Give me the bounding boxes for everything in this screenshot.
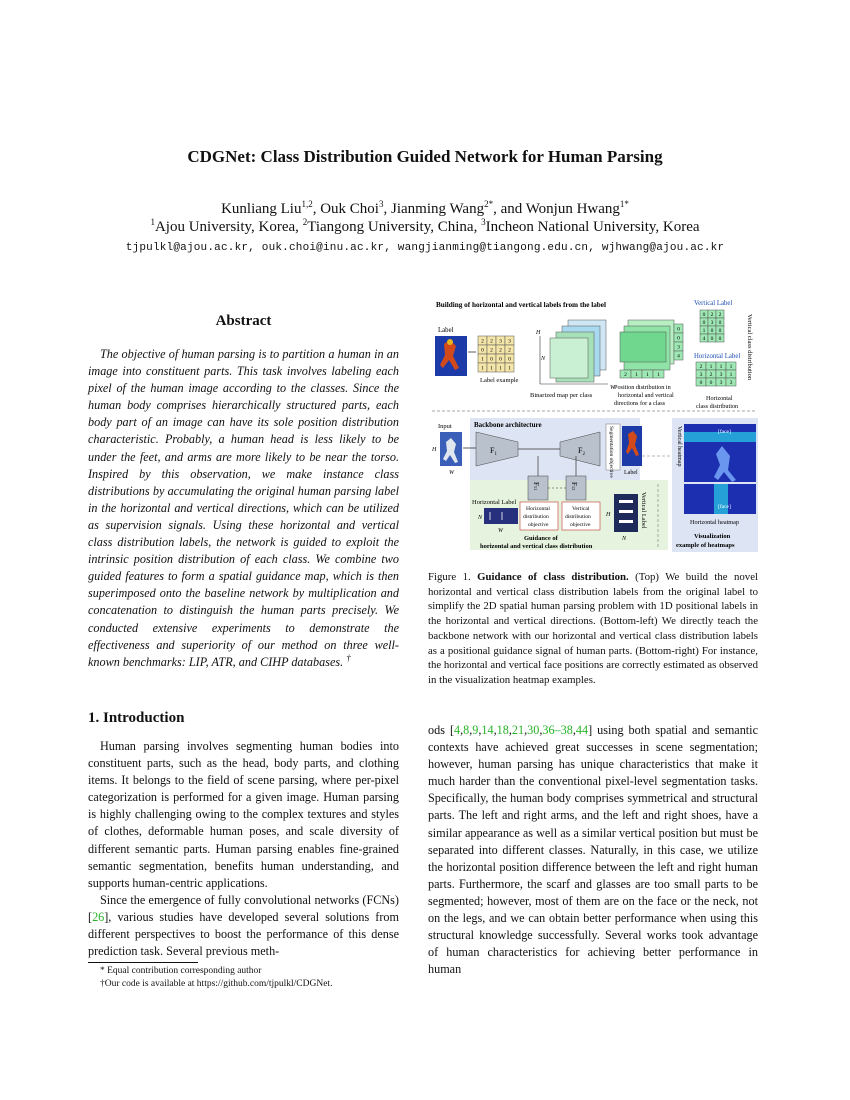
figure-caption <box>428 570 758 688</box>
heatmap-face-1: [face] <box>718 429 731 435</box>
grid-value: 2 <box>481 338 484 345</box>
grid-value: 0 <box>710 327 714 334</box>
intro-text <box>88 738 399 960</box>
hl-w: W <box>498 528 503 534</box>
citation-link[interactable]: 21 <box>511 723 525 737</box>
h-obj-3: objective <box>528 522 549 528</box>
citation-group[interactable]: 4,8,9,14,18,21,30,36–38,44 <box>454 723 589 737</box>
vertical-label-grid <box>700 310 724 342</box>
grid-value: 0 <box>481 347 484 354</box>
fig-vertical-label: Vertical Label <box>694 300 733 307</box>
grid-value: 4 <box>677 353 680 360</box>
grid-value: 2 <box>508 347 511 354</box>
label-example-grid <box>478 336 514 372</box>
heatmap-face-2: [face] <box>718 504 731 510</box>
grid-value: 2 <box>709 371 713 378</box>
intro-p2-end: ], various studies have developed several solutions from different perspectives to boost the performance of this dense prediction task. Several previous meth- <box>88 909 399 959</box>
grid-value: 0 <box>490 356 493 363</box>
author-list: Kunliang Liu$^{1,2}$, Ouk Choi$^3$, Jianming Wang$^{2*}$, and Wonjun Hwang$^{1*}$ <box>221 199 629 217</box>
abstract-dagger: † <box>346 652 351 663</box>
vl-n: N <box>622 536 627 542</box>
grid-value: 3 <box>719 371 723 378</box>
fig-horizontal-label: Horizontal Label <box>694 353 741 360</box>
author-sup: 1,2 <box>301 199 313 209</box>
position-dist-stack <box>620 320 674 370</box>
citation-link[interactable]: 4 <box>454 723 461 737</box>
grid-value: 1 <box>657 371 660 378</box>
label-head-shape <box>447 339 453 345</box>
fig-backbone: Backbone architecture <box>474 421 542 429</box>
grid-value: 1 <box>499 365 502 372</box>
grid-value: 0 <box>499 356 502 363</box>
grid-value: 3 <box>699 371 703 378</box>
citation-link[interactable]: 9 <box>472 723 479 737</box>
citation-link[interactable]: 18 <box>496 723 509 737</box>
f1-label: $F_1$ <box>490 446 497 457</box>
affil-name: Ajou University, Korea, <box>154 219 299 235</box>
intro-heading: 1. Introduction <box>88 710 185 726</box>
paper-title: CDGNet: Class Distribution Guided Network for Human Parsing <box>187 147 663 166</box>
fig-label-text: Label <box>438 327 454 334</box>
footnote-2: †Our code is available at https://github.com/tjpulkl/CDGNet. <box>100 979 333 989</box>
grid-value: 1 <box>729 363 733 370</box>
f2-label: $F_2$ <box>578 446 585 457</box>
author-name: Wonjun Hwang <box>525 201 620 217</box>
binarized-stack <box>550 320 606 382</box>
caption-title: Guidance of class distribution. <box>477 571 629 583</box>
grid-value: 2 <box>499 347 502 354</box>
fig-seg-label: Label <box>624 470 638 476</box>
fig-vlabel-bottom: Vertical Label <box>640 492 647 529</box>
grid-value: 0 <box>718 327 722 334</box>
affiliations <box>0 219 850 236</box>
sum-col <box>674 324 683 360</box>
grid-value: 1 <box>729 371 733 378</box>
grid-value: 3 <box>710 319 714 326</box>
grid-value: 2 <box>490 347 493 354</box>
fig-visualization-1: Visualization <box>694 533 731 540</box>
horizontal-label-strip <box>484 508 518 524</box>
caption-text: (Top) We build the novel horizontal and vertical class distribution labels from the original label to simplify the 2D spatial human parsing problem with 1D positional labels in the horizontal and vertical directions. (Bottom-left) We directly teach the backbone network with our horizontal and vertical class distribution labels as a positional guidance signal of human parts. (Bottom-right) For instance, the horizontal and vertical face positions are correctly estimated as observed in the visualization heatmap examples. <box>428 571 758 686</box>
citation-link[interactable]: 8 <box>463 723 470 737</box>
intro-paragraph: Human parsing involves segmenting human bodies into constituent parts, such as the head, body parts, and clothing items. It belongs to the field of scene parsing, where per-pixel categorization is performed for a given image. Human parsing is highly challenging owing to the complex textures and styles of clothes, deformable human poses, and scale diversity of different semantic parts. Human parsing enables fine-grained semantic segmentation, benefits human understanding, and supports human-centric applications. <box>88 739 399 890</box>
footnote-rule <box>88 962 198 963</box>
f11-label: F11 <box>532 482 540 491</box>
grid-value: 1 <box>481 365 484 372</box>
fig-label-example: Label example <box>480 377 519 384</box>
caption-label: Figure 1. <box>428 571 471 583</box>
grid-value: 0 <box>709 379 713 386</box>
abstract-body: The objective of human parsing is to partition a human in an image into constituent parts. This task involves labeling each pixel of the human image according to the classes. Since the human body comprises hierarchically structured parts, each body part of an image can have its sole position distribution characteristic. Probably, a human head is less likely to be under the feet, and arms are more likely to be near the torso. Inspired by this observation, we make instance class distributions by accumulating the original human parsing label in the horizontal and vertical directions, which can be utilized as supervision signals. Using these horizontal and vertical class distribution labels, the network is guided to exploit the intrinsic position distribution of each class. We combine two guided features to form a spatial guidance map, which is then superimposed onto the baseline network by multiplication and concatenation to distinguish the human parts precisely. We conducted extensive experiments to demonstrate the effectiveness and superiority of our method on three well-known benchmarks: LIP, ATR, and CIHP databases. <box>88 347 399 669</box>
hl-n: N <box>478 515 483 521</box>
axis-w: W <box>610 385 615 391</box>
fig-visualization-2: example of heatmaps <box>676 542 735 549</box>
grid-value: 1 <box>719 363 723 370</box>
grid-value: 0 <box>508 356 511 363</box>
rc-start: ods [ <box>428 723 454 737</box>
citation-link[interactable]: 36–38 <box>542 723 573 737</box>
fig-input: Input <box>438 423 452 430</box>
footnote-1: * Equal contribution corresponding author <box>100 966 262 976</box>
abstract-text <box>88 346 399 671</box>
fig-binarized: Binarized map per class <box>530 392 593 399</box>
fig-horiz-heatmap: Horizontal heatmap <box>690 519 739 526</box>
fig-vert-heatmap: Vertical heatmap <box>676 426 682 467</box>
fig-vertical-dist: Vertical class distribution <box>746 314 753 381</box>
vl-h: H <box>606 512 611 518</box>
grid-value: 1 <box>709 363 713 370</box>
author-emails: tjpulkl@ajou.ac.kr, ouk.choi@inu.ac.kr, wangjianming@tiangong.edu.cn, wjhwang@ajou.ac.kr <box>125 242 725 254</box>
input-w: W <box>449 470 454 476</box>
fig-horizontal-dist-2: class distribution <box>696 403 739 410</box>
footnotes <box>88 965 399 991</box>
affil-sup: 1 <box>150 217 155 227</box>
author-sup: 2* <box>484 199 494 209</box>
axis-h: H <box>536 330 541 336</box>
fig-guidance-2: horizontal and vertical class distribution <box>480 543 593 550</box>
grid-value: 0 <box>699 379 703 386</box>
fig-guidance-1: Guidance of <box>524 535 558 542</box>
rc-rest: ] using both spatial and semantic contexts have achieved great successes in scene segmentation; however, human parsing has unique characteristics that make it much harder than the conventional pixel-level segmentation tasks. Specifically, the human body comprises symmetrical and structural parts. The left and right arms, and the left and right shoes, have a similar appearance as well as a similar vertical position but must be separated into different classes. Naturally, in this case, we utilize the horizontal position difference between the left and right human parts. Furthermore, the scarf and glasses are too small parts to be segmented; however, most of them are on the face or the neck, not on the legs, and we can obtain better performance when using this structural knowledge successfully. Several works took advantage of human characteristics for achieving better performance in human <box>428 723 758 977</box>
citation-link[interactable]: 44 <box>575 723 589 737</box>
sum-row <box>620 370 664 378</box>
right-column-text <box>428 722 758 978</box>
fig-horizontal-dist-1: Horizontal <box>706 395 733 402</box>
v-obj-2: distribution <box>565 514 591 520</box>
grid-value: 1 <box>702 327 706 334</box>
input-h: H <box>432 447 437 453</box>
affil-name: Incheon National University, Korea <box>485 219 700 235</box>
grid-value: 4 <box>702 335 706 342</box>
grid-value: 2 <box>718 311 722 318</box>
fig-position-dist-2: horizontal and vertical <box>618 392 674 399</box>
h-obj-2: distribution <box>523 514 549 520</box>
grid-value: 1 <box>508 365 511 372</box>
grid-value: 0 <box>718 319 722 326</box>
grid-value: 2 <box>710 311 714 318</box>
v-obj-3: objective <box>570 522 591 528</box>
citation-link[interactable]: 14 <box>481 723 494 737</box>
grid-value: 1 <box>481 356 484 363</box>
grid-value: 3 <box>677 344 680 351</box>
author-name: Ouk Choi <box>320 201 379 217</box>
citation-link[interactable]: 30 <box>527 723 540 737</box>
abstract-heading: Abstract <box>215 313 272 329</box>
f12-label: F12 <box>570 482 578 491</box>
fig-top-title: Building of horizontal and vertical labels from the label <box>436 301 606 309</box>
grid-value: 0 <box>677 326 680 333</box>
author-name: Jianming Wang <box>390 201 485 217</box>
intro-paragraph-2 <box>88 892 399 960</box>
grid-value: 2 <box>490 338 493 345</box>
grid-value: 1 <box>646 371 649 378</box>
fig-position-dist-3: directions for a class <box>614 400 666 407</box>
author-name: Kunliang Liu <box>221 201 302 217</box>
affil-sup: 2 <box>302 217 308 227</box>
grid-value: 2 <box>699 363 703 370</box>
fig-seg-obj: Segmentation objective <box>608 426 614 478</box>
figure-1 <box>428 296 760 558</box>
grid-value: 3 <box>729 379 733 386</box>
citation-link[interactable]: 26 <box>92 909 105 924</box>
h-obj-1: Horizontal <box>526 506 550 512</box>
horizontal-label-grid <box>696 362 736 386</box>
axis-n: N <box>541 356 546 362</box>
grid-value: 2 <box>624 371 627 378</box>
grid-value: 0 <box>702 311 706 318</box>
grid-value: 0 <box>718 335 722 342</box>
affil-name: Tiangong University, China, <box>307 219 478 235</box>
grid-value: 3 <box>499 338 502 345</box>
intro-p2-start: Since the emergence of fully convolutional networks (FCNs) [ <box>88 892 399 924</box>
grid-value: 0 <box>677 335 680 342</box>
fig-position-dist-1: Position distribution in <box>614 384 671 391</box>
fig-hlabel-bottom: Horizontal Label <box>472 499 517 506</box>
grid-value: 1 <box>490 365 493 372</box>
grid-value: 3 <box>719 379 723 386</box>
grid-value: 1 <box>635 371 638 378</box>
v-obj-1: Vertical <box>572 506 590 512</box>
grid-value: 0 <box>702 319 706 326</box>
grid-value: 3 <box>508 338 511 345</box>
affil-sup: 3 <box>481 217 486 227</box>
author-sup: 1* <box>619 199 629 209</box>
author-sup: 3 <box>378 199 384 209</box>
grid-value: 0 <box>710 335 714 342</box>
